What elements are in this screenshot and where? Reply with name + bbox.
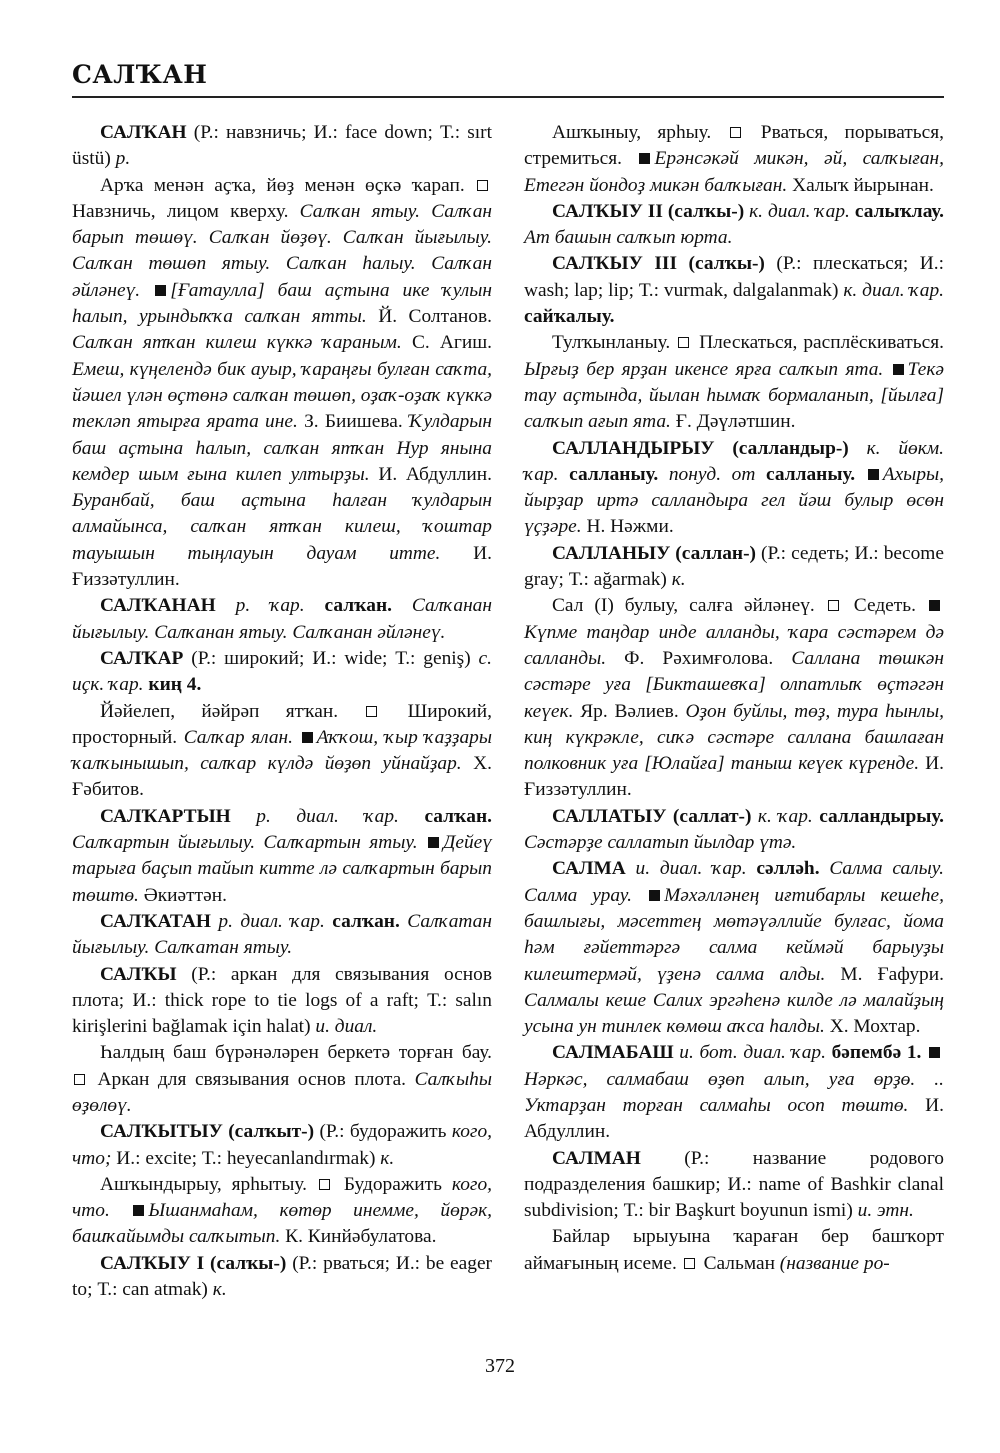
quotation-author: Халыҡ йырынан. bbox=[787, 174, 934, 196]
quotation-author: И. Ғиззәтуллин. bbox=[72, 542, 492, 591]
page-header: САЛҠАН bbox=[72, 60, 208, 89]
quotation-marker-icon bbox=[302, 732, 313, 743]
russian-marker-icon bbox=[74, 1074, 85, 1085]
headword: САЛҠЫУ II (салҡы-) bbox=[552, 200, 745, 222]
entry-salkartyn bbox=[72, 804, 492, 909]
part-of-speech: к. bbox=[671, 569, 686, 591]
gloss: (Р.: седеть; И.: become gray; Т.: ağarmak) bbox=[524, 542, 944, 591]
cross-reference: салыҡлау. bbox=[854, 200, 945, 222]
headword: САЛЛАТЫУ (саллат-) bbox=[552, 805, 752, 827]
examples: Ырғыҙ бер ярҙан икенсе ярға салҡып ята. bbox=[524, 358, 884, 380]
entry-salky bbox=[72, 962, 492, 1041]
quotation: Мәхәлләнең иғтибарлы кешеһе, башлығы, мәсеттең мөтәүәллийе булғас, йома һәм ғәйеттәргә салма кеймәй барыуҙы килештермәй, үҙенә салма алды. bbox=[524, 884, 944, 985]
definition: Арҡа менән аҫҡа, йөҙ менән өҫкә ҡарап. bbox=[100, 174, 475, 196]
russian-marker-icon bbox=[678, 337, 689, 348]
russian-note: понуд. от bbox=[658, 463, 767, 485]
headword: САЛҠАНАН bbox=[100, 595, 216, 617]
examples: Салҡан ятыу. Салҡан барып төшөү. Салҡан йөҙөү. Салҡан йығылыу. Салҡан төшөп ятыу. Салҡан һалыу. Салҡан әйләнеү. bbox=[72, 200, 493, 301]
gloss: (Р.: аркан для связывания основ плота; И.: thick rope to tie logs of a raft; Т.: salın kirişlerini bağlamak için halat) bbox=[72, 963, 492, 1038]
headword: САЛҠАН bbox=[100, 122, 187, 143]
entry-sallandyryu bbox=[524, 436, 944, 541]
quotation-author: З. Биишева. bbox=[297, 411, 409, 433]
part-of-speech: к. ҡар. bbox=[751, 805, 820, 827]
quotation-marker-icon bbox=[929, 1047, 940, 1058]
entry-salman bbox=[524, 1146, 944, 1225]
entry-salkan bbox=[72, 120, 492, 173]
headword: САЛҠЫУ III (салҡы-) bbox=[552, 253, 765, 275]
entry-salkytyu-body bbox=[72, 1172, 492, 1251]
definition: Ашҡыныу, ярһыу. bbox=[552, 122, 728, 143]
headword: САЛҠАР bbox=[100, 647, 184, 669]
quotation-author: С. Агиш. bbox=[401, 332, 493, 354]
quotation-author: Ф. Рәхимғолова. bbox=[606, 647, 792, 669]
quotation: Текә тау аҫтында, йылан һымаҡ бормаланып, [йылға] салҡып ағып ята. bbox=[524, 358, 944, 433]
definition: Байлар ырыуына ҡараған бер башҡорт аймағының исеме. bbox=[524, 1226, 944, 1274]
part-of-speech: и. диал. bbox=[315, 1016, 378, 1038]
quotation: Ҡулдарын баш аҫтына һалып, салҡан ятҡан Нур янына кемдер шым ғына килеп ултырҙы. bbox=[72, 411, 492, 485]
quotation-author: Яр. Вәлиев. bbox=[573, 700, 686, 722]
entry-sallanyu-body bbox=[524, 593, 944, 803]
gloss: (Р.: плескаться; И.: wash; lap; lip; Т.: vurmak, dalgalanmak) bbox=[524, 253, 944, 301]
russian-marker-icon bbox=[684, 1258, 695, 1269]
quotation: Салмалы кеше Салих эргәһенә килде лә малайҙың усына ун тинлек көмөш аҡса һалды. bbox=[524, 989, 944, 1038]
entry-salkanan bbox=[72, 593, 492, 646]
part-of-speech: р. ҡар. bbox=[215, 595, 325, 617]
part-of-speech: к. bbox=[212, 1279, 227, 1301]
definition: Тулҡынланыу. bbox=[552, 332, 677, 354]
headword: САЛҠАТАН bbox=[100, 910, 211, 932]
quotation-author: И. Абдуллин. bbox=[369, 463, 492, 485]
part-of-speech: с. иҫк. ҡар. bbox=[72, 647, 492, 696]
quotation-marker-icon bbox=[155, 285, 166, 296]
quotation-marker-icon bbox=[639, 153, 650, 164]
cross-reference: салҡан. bbox=[424, 805, 492, 827]
gloss: (Р.: широкий; И.: wide; Т.: geniş) bbox=[183, 647, 479, 669]
entry-sallanyu bbox=[524, 541, 944, 594]
definition: Һалдың баш бүрәнәләрен беркетә торған бау. bbox=[100, 1042, 492, 1064]
quotation-marker-icon bbox=[929, 600, 940, 611]
cross-reference: салланыу. bbox=[569, 463, 659, 485]
quotation-author: Х. Мохтар. bbox=[824, 1016, 921, 1038]
entry-salkyu-3 bbox=[524, 251, 944, 330]
quotation: Нәркәс, салмабаш өҙөп алып, уға өрҙө. .. Уктарҙан торған салмаһы осоп төштө. bbox=[524, 1068, 944, 1116]
cross-reference: сәлләһ. bbox=[756, 858, 820, 880]
russian-translation: Сальман bbox=[698, 1252, 780, 1274]
quotation: Оҙон буйлы, төҙ, тура һынлы, киң күкрәкле, сиҡә сәстәре саллана башлаған полковник уға [Юлайға] таныш кеүек күренде. bbox=[524, 700, 944, 775]
russian-translation: Рваться, порываться, стремиться. bbox=[524, 122, 945, 170]
entry-salkatan bbox=[72, 909, 492, 962]
headword: САЛМАН bbox=[552, 1147, 641, 1169]
quotation: Салҡан ятҡан килеш күккә ҡараным. bbox=[72, 332, 402, 354]
entry-salmabash bbox=[524, 1040, 944, 1145]
headword: САЛҠАРТЫН bbox=[100, 805, 231, 827]
entry-salkyu-2 bbox=[524, 199, 944, 252]
quotation-marker-icon bbox=[868, 469, 879, 480]
cross-reference: салланыу. bbox=[766, 463, 856, 485]
quotation: Ерәнсәкәй микән, әй, салҡыған, Етегән йондоҙ микән балҡыған. bbox=[524, 148, 944, 196]
russian-marker-icon bbox=[828, 600, 839, 611]
russian-translation: Навзничь, лицом кверху. bbox=[72, 200, 300, 222]
examples: Салҡанан йығылыу. Салҡанан ятыу. Салҡанан әйләнеү. bbox=[72, 595, 492, 643]
entry-salkan-body bbox=[72, 173, 492, 594]
entry-salman-body bbox=[524, 1224, 944, 1277]
entry-salkyu-1-body bbox=[524, 120, 944, 199]
headword: САЛЛАНЫУ (саллан-) bbox=[552, 542, 757, 564]
entry-salkyu-1 bbox=[72, 1251, 492, 1304]
entry-salkytyu bbox=[72, 1119, 492, 1172]
russian-note: (название ро- bbox=[779, 1252, 890, 1274]
cross-reference: салландырыу. bbox=[819, 805, 944, 827]
entry-salma bbox=[524, 856, 944, 1040]
quotation-author: Й. Солтанов. bbox=[366, 306, 492, 328]
quotation: Күпме таңдар инде алланды, ҡара сәстәрем дә салланды. bbox=[524, 621, 944, 669]
quotation-marker-icon bbox=[133, 1205, 144, 1216]
quotation: Емеш, күңелендә бик ауыр, ҡараңғы булған саҡта, йәшел үлән өҫтөнә салҡан төшөп, оҙаҡ-оҙаҡ күккә текләп ятырға ярата ине. bbox=[72, 358, 492, 433]
examples: Сәстәрҙе саллатып йылдар үтә. bbox=[524, 832, 797, 854]
headword: САЛҠЫТЫУ (салҡыт-) bbox=[100, 1121, 315, 1143]
part-of-speech: к. диал. ҡар. bbox=[744, 200, 855, 222]
quotation: Ахыры, йырҙар иртә салландыра гел йәш булыр өсөн үҫҙәре. bbox=[524, 463, 944, 538]
part-of-speech: и. бот. диал. ҡар. bbox=[673, 1042, 832, 1064]
quotation: Саллана төшкән сәстәре уға [Бикташевҡа] олпатлыҡ өҫтәгән кеүек. bbox=[524, 647, 945, 722]
quotation-author: Ғ. Дәүләтшин. bbox=[670, 411, 796, 433]
part-of-speech: и. этн. bbox=[857, 1200, 914, 1222]
right-column bbox=[524, 120, 944, 1277]
russian-translation: Аркан для связывания основ плота. bbox=[89, 1068, 415, 1090]
part-of-speech: р. диал. ҡар. bbox=[210, 910, 333, 932]
examples: Салҡатан йығылыу. Салҡатан ятыу. bbox=[72, 910, 492, 959]
quotation-marker-icon bbox=[428, 837, 439, 848]
quotation-author: М. Ғафури. bbox=[825, 963, 944, 985]
entry-sallatyu bbox=[524, 804, 944, 857]
russian-marker-icon bbox=[477, 180, 488, 191]
russian-translation: Широкий, просторный. bbox=[72, 700, 492, 748]
headword: САЛЛАНДЫРЫУ (салландыр-) bbox=[552, 437, 849, 459]
page-number: 372 bbox=[485, 1355, 515, 1377]
cross-reference: сайҡалыу. bbox=[524, 306, 615, 328]
russian-marker-icon bbox=[319, 1179, 330, 1190]
quotation-author: Әкиәттән. bbox=[138, 884, 227, 906]
quotation-author: К. Кинйәбулатова. bbox=[280, 1226, 437, 1248]
cross-reference: киң 4. bbox=[148, 674, 202, 696]
headword: САЛҠЫ bbox=[100, 963, 177, 985]
quotation-author: Н. Нәжми. bbox=[581, 516, 674, 538]
quotation: [Ғатаулла] баш аҫтына ике ҡулын һалып, урындыҡҡа салҡан ятты. bbox=[72, 279, 492, 328]
header-divider bbox=[72, 96, 944, 98]
examples: Салма салыу. Салма урау. bbox=[524, 858, 944, 906]
left-column bbox=[72, 120, 492, 1303]
definition: Сал (I) булыу, салға әйләнеү. bbox=[552, 595, 826, 617]
gloss-note: кого, что; bbox=[72, 1121, 492, 1169]
gloss: (Р.: навзничь; И.: face down; Т.: sırt üstü) bbox=[72, 122, 492, 170]
gloss: (Р.: рваться; И.: be eager to; Т.: can atmak) bbox=[72, 1252, 493, 1301]
quotation-marker-icon bbox=[893, 364, 904, 375]
examples: Салҡыһы өҙөлөү. bbox=[72, 1068, 492, 1116]
russian-translation: Будоражить bbox=[333, 1173, 452, 1195]
quotation-author: И. Ғиззәтуллин. bbox=[524, 753, 945, 801]
russian-translation: Плескаться, расплёскиваться. bbox=[693, 332, 944, 354]
cross-reference: салҡан. bbox=[324, 595, 393, 617]
cross-reference: бәпембә 1. bbox=[831, 1042, 922, 1064]
quotation-marker-icon bbox=[649, 890, 660, 901]
part-of-speech: и. диал. ҡар. bbox=[625, 858, 757, 880]
definition: Ашҡындырыу, ярһытыу. bbox=[100, 1173, 317, 1195]
russian-marker-icon bbox=[730, 127, 741, 138]
entry-salkar bbox=[72, 646, 492, 699]
headword: САЛМА bbox=[552, 858, 626, 880]
examples: Салҡартын йығылыу. Салҡартын ятыу. bbox=[72, 832, 418, 854]
quotation-author: Х. Ғәбитов. bbox=[72, 753, 492, 801]
entry-salkyu-3-body bbox=[524, 330, 944, 435]
part-of-speech: к. bbox=[380, 1147, 395, 1169]
russian-note: кого, что. bbox=[72, 1173, 493, 1222]
quotation: Буранбай, баш аҫтына һалған ҡулдарын алмайынса, салҡан ятҡан килеш, ҡоштар тауышын тыңлауын дауам итте. bbox=[72, 490, 492, 564]
gloss: И.: excite; Т.: heyecanlandırmak) bbox=[111, 1147, 381, 1169]
quotation-author: И. Абдуллин. bbox=[524, 1094, 944, 1143]
gloss: (Р.: будоражить bbox=[314, 1121, 452, 1143]
part-of-speech: к. диал. ҡар. bbox=[843, 279, 944, 301]
quotation: Дейеү тарыға баҫып тайып китте лә салҡартын барып төштө. bbox=[72, 832, 492, 906]
headword: САЛМАБАШ bbox=[552, 1042, 674, 1064]
russian-marker-icon bbox=[366, 706, 377, 717]
quotation: Аҡҡош, ҡыр ҡаҙҙары ҡалҡынышып, салҡар күлдә йөҙөп уйнайҙар. bbox=[72, 726, 492, 775]
examples: Салҡар ялан. bbox=[183, 726, 294, 748]
examples: Ат башын салҡып юрта. bbox=[524, 227, 733, 249]
entry-salky-body bbox=[72, 1040, 492, 1119]
gloss: (Р.: название родового подразделения башкир; И.: name of Bashkir clanal subdivision; Т.: bir Başkurt boyunun ismi) bbox=[524, 1147, 944, 1222]
part-of-speech: р. диал. ҡар. bbox=[230, 805, 425, 827]
part-of-speech: р. bbox=[115, 148, 131, 170]
entry-salkar-body bbox=[72, 699, 492, 804]
headword: САЛҠЫУ I (салҡы-) bbox=[100, 1252, 287, 1274]
cross-reference: салҡан. bbox=[332, 910, 400, 932]
definition: Йәйелеп, йәйрәп ятҡан. bbox=[100, 700, 365, 722]
quotation: Ышанмаһам, көтөр инемме, йөрәк, башҡайымды салҡытып. bbox=[72, 1200, 492, 1248]
part-of-speech: к. йөкм. ҡар. bbox=[524, 437, 945, 485]
russian-translation: Седеть. bbox=[842, 595, 916, 617]
